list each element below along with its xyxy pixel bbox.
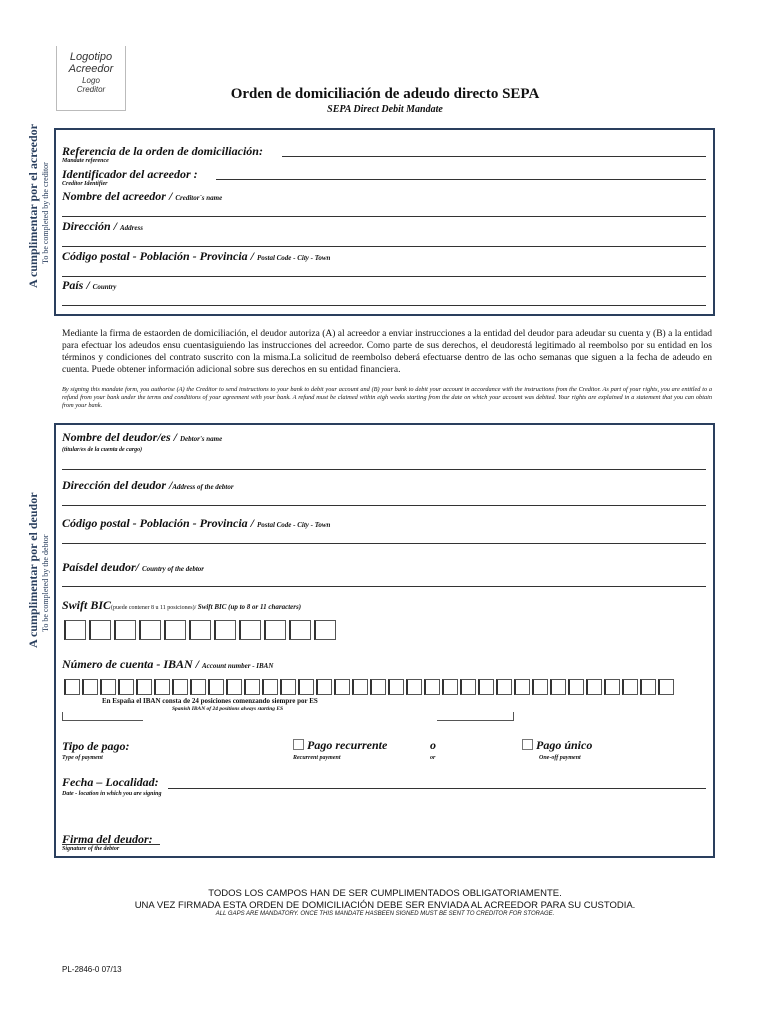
iban-cell[interactable]	[388, 679, 404, 695]
swift-cell[interactable]	[189, 620, 211, 640]
iban-cell[interactable]	[244, 679, 260, 695]
creditor-identifier-field[interactable]	[216, 179, 706, 180]
iban-cell[interactable]	[280, 679, 296, 695]
recurrent-text: Pago recurrente	[307, 738, 388, 752]
iban-cell[interactable]	[514, 679, 530, 695]
mandate-reference-en: Mandate reference	[62, 158, 109, 164]
creditor-address-field[interactable]	[62, 246, 706, 247]
creditor-address-text: Dirección /	[62, 219, 120, 233]
swift-note: (puede contener 8 u 11 posiciones)/	[111, 605, 198, 611]
debtor-name-en: Debtor's name	[180, 435, 223, 443]
date-location-en: Date - location in which you are signing	[62, 791, 162, 797]
recurrent-en: Recurrent payment	[293, 755, 341, 761]
iban-cell[interactable]	[352, 679, 368, 695]
creditor-name-label	[62, 189, 222, 204]
debtor-country-field[interactable]	[62, 586, 706, 587]
iban-cell[interactable]	[406, 679, 422, 695]
or-text: o	[430, 738, 436, 752]
iban-cell[interactable]	[460, 679, 476, 695]
iban-cell[interactable]	[478, 679, 494, 695]
debtor-country-label	[62, 560, 204, 575]
iban-cell[interactable]	[262, 679, 278, 695]
date-location-field[interactable]	[168, 788, 706, 789]
recurrent-option[interactable]	[293, 738, 387, 753]
oneoff-checkbox[interactable]	[522, 739, 533, 750]
logo-line-4: Creditor	[76, 85, 106, 94]
debtor-name-text: Nombre del deudor/es /	[62, 430, 180, 444]
iban-cell[interactable]	[82, 679, 98, 695]
debtor-name-field[interactable]	[62, 469, 706, 470]
logo-line-1: Logotipo	[69, 51, 113, 63]
iban-note-en: Spanish IBAN of 24 positions always starting ES	[172, 706, 284, 712]
creditor-postal-en: Postal Code - City - Town	[257, 254, 331, 262]
creditor-country-text: País /	[62, 278, 93, 292]
creditor-identifier-text: Identificador del acreedor :	[62, 167, 198, 181]
swift-en: Swift BIC (up to 8 or 11 characters)	[197, 603, 302, 611]
iban-cell[interactable]	[586, 679, 602, 695]
debtor-postal-label	[62, 516, 330, 531]
iban-cell[interactable]	[226, 679, 242, 695]
iban-cell[interactable]	[316, 679, 332, 695]
logo-line-3: Logo	[82, 76, 100, 85]
creditor-name-field[interactable]	[62, 216, 706, 217]
mandate-reference-label	[62, 144, 263, 159]
swift-cell[interactable]	[89, 620, 111, 640]
iban-cell[interactable]	[424, 679, 440, 695]
creditor-address-en: Address	[120, 224, 143, 232]
debtor-side-label-en-wrap	[41, 535, 50, 632]
creditor-name-text: Nombre del acreedor /	[62, 189, 176, 203]
debtor-country-text: Paísdel deudor/	[62, 560, 142, 574]
swift-bic-cells	[64, 620, 339, 640]
creditor-side-label	[26, 124, 41, 288]
creditor-name-en: Creditor´s name	[175, 194, 223, 202]
swift-cell[interactable]	[114, 620, 136, 640]
creditor-country-field[interactable]	[62, 305, 706, 306]
iban-cell[interactable]	[334, 679, 350, 695]
creditor-side-label-en-wrap	[41, 162, 50, 264]
iban-cell[interactable]	[370, 679, 386, 695]
swift-cell[interactable]	[139, 620, 161, 640]
iban-bracket-right	[437, 712, 514, 721]
creditor-logo-placeholder	[56, 46, 126, 111]
footer-line-2: UNA VEZ FIRMADA ESTA ORDEN DE DOMICILIACIÓN DEBE SER ENVIADA AL ACREEDOR PARA SU CUSTODIA.	[134, 900, 636, 911]
iban-en: Account number - IBAN	[202, 662, 274, 670]
iban-bracket-left	[62, 712, 143, 721]
footer-line-3: ALL GAPS ARE MANDATORY. ONCE THIS MANDATE HASBEEN SIGNED MUST BE SENT TO CREDITOR FOR STORAGE.	[215, 911, 555, 917]
page-subtitle: SEPA Direct Debit Mandate	[327, 104, 443, 115]
date-location-label: Fecha – Localidad:	[62, 775, 159, 789]
recurrent-checkbox[interactable]	[293, 739, 304, 750]
iban-label	[62, 657, 273, 672]
legal-text-en: By signing this mandate form, you authorise (A) the Creditor to send instructions to your bank to debit your account and (B) your bank to debit your account in accordance with the instructions from the Creditor. As part of your rights, you are entitled to a refund from your bank under the terms and conditions of your agreement with your bank. A refund must be claimed within eigh weeks starting from the date on which your account was debited. Your rights are explained in a statement that you can obtain from your bank.	[62, 386, 712, 409]
iban-cell[interactable]	[100, 679, 116, 695]
creditor-postal-text: Código postal - Población - Provincia /	[62, 249, 257, 263]
swift-label	[62, 598, 301, 613]
iban-cell[interactable]	[154, 679, 170, 695]
iban-cell[interactable]	[172, 679, 188, 695]
signature-en: Signature of the debtor	[62, 846, 120, 852]
iban-cell[interactable]	[532, 679, 548, 695]
iban-cell[interactable]	[640, 679, 656, 695]
iban-cell[interactable]	[568, 679, 584, 695]
mandate-reference-text: Referencia de la orden de domiciliación:	[62, 144, 263, 158]
creditor-postal-field[interactable]	[62, 276, 706, 277]
iban-cell[interactable]	[64, 679, 80, 695]
or-en: or	[430, 755, 436, 761]
debtor-postal-text: Código postal - Población - Provincia /	[62, 516, 257, 530]
oneoff-text: Pago único	[536, 738, 593, 752]
debtor-postal-field[interactable]	[62, 543, 706, 544]
signature-underline	[62, 844, 160, 845]
logo-line-2: Acreedor	[68, 63, 114, 75]
creditor-postal-label	[62, 249, 330, 264]
creditor-identifier-label	[62, 167, 198, 182]
iban-cell[interactable]	[208, 679, 224, 695]
debtor-country-en: Country of the debtor	[142, 565, 205, 573]
legal-text-es: Mediante la firma de estaorden de domiciliación, el deudor autoriza (A) al acreedor a enviar instrucciones a la entidad del deudor para adeudar su cuenta y (B) a la entidad para efectuar los adeudos ensu cuentasiguiendo las instrucciones del acreedor. Como parte de sus derechos, el deudorestá legitimado al reembolso por su entidad en los términos y condiciones del contrato suscrito con la misma.La solicitud de reembolso deberá efectuarse dentro de las ocho semanas que siguen a la fecha de adeudo en cuenta. Puede obtener información adicional sobre sus derechos en su entidad financiera.	[62, 329, 712, 375]
iban-cell[interactable]	[604, 679, 620, 695]
creditor-identifier-en: Creditor Identifier	[62, 181, 108, 187]
payment-type-label: Tipo de pago:	[62, 739, 130, 753]
iban-cell[interactable]	[550, 679, 566, 695]
creditor-side-label-es: A cumplimentar por el acreedor	[26, 124, 40, 288]
debtor-address-field[interactable]	[62, 505, 706, 506]
swift-cell[interactable]	[64, 620, 86, 640]
creditor-address-label	[62, 219, 143, 234]
swift-cell[interactable]	[264, 620, 286, 640]
payment-type-en: Type of payment	[62, 755, 103, 761]
swift-cell[interactable]	[239, 620, 261, 640]
iban-cell[interactable]	[658, 679, 674, 695]
iban-cell[interactable]	[442, 679, 458, 695]
footer-line-1: TODOS LOS CAMPOS HAN DE SER CUMPLIMENTADOS OBLIGATORIAMENTE.	[208, 888, 562, 899]
signature-label: Firma del deudor:	[62, 832, 153, 846]
iban-cells	[64, 679, 676, 695]
iban-cell[interactable]	[622, 679, 638, 695]
debtor-name-label	[62, 430, 222, 445]
swift-cell[interactable]	[164, 620, 186, 640]
form-code: PL-2846-0 07/13	[62, 965, 122, 974]
debtor-postal-en: Postal Code - City - Town	[257, 521, 331, 529]
page-title: Orden de domiciliación de adeudo directo SEPA	[230, 86, 540, 102]
oneoff-en: One-off payment	[539, 755, 581, 761]
creditor-country-label	[62, 278, 116, 293]
iban-note: En España el IBAN consta de 24 posiciones comenzando siempre por ES	[102, 697, 318, 705]
debtor-address-en: Address of the debtor	[172, 483, 234, 491]
creditor-side-label-en: To be completed by the creditor	[41, 162, 50, 264]
creditor-country-en: Country	[92, 283, 117, 291]
mandate-reference-field[interactable]	[282, 156, 706, 157]
debtor-side-label-en: To be completed by the debtor	[41, 534, 50, 632]
iban-cell[interactable]	[190, 679, 206, 695]
debtor-address-label	[62, 478, 234, 493]
debtor-address-text: Dirección del deudor /	[62, 478, 173, 492]
debtor-side-label-es: A cumplimentar por el deudor	[26, 492, 40, 648]
debtor-name-note: (titular/es de la cuenta de cargo)	[62, 447, 143, 453]
iban-cell[interactable]	[118, 679, 134, 695]
iban-cell[interactable]	[298, 679, 314, 695]
swift-cell[interactable]	[314, 620, 336, 640]
iban-cell[interactable]	[136, 679, 152, 695]
iban-text: Número de cuenta - IBAN /	[62, 657, 203, 671]
swift-text: Swift BIC	[62, 598, 112, 612]
swift-cell[interactable]	[289, 620, 311, 640]
iban-cell[interactable]	[496, 679, 512, 695]
debtor-side-label	[26, 492, 41, 648]
swift-cell[interactable]	[214, 620, 236, 640]
oneoff-option[interactable]	[522, 738, 592, 753]
